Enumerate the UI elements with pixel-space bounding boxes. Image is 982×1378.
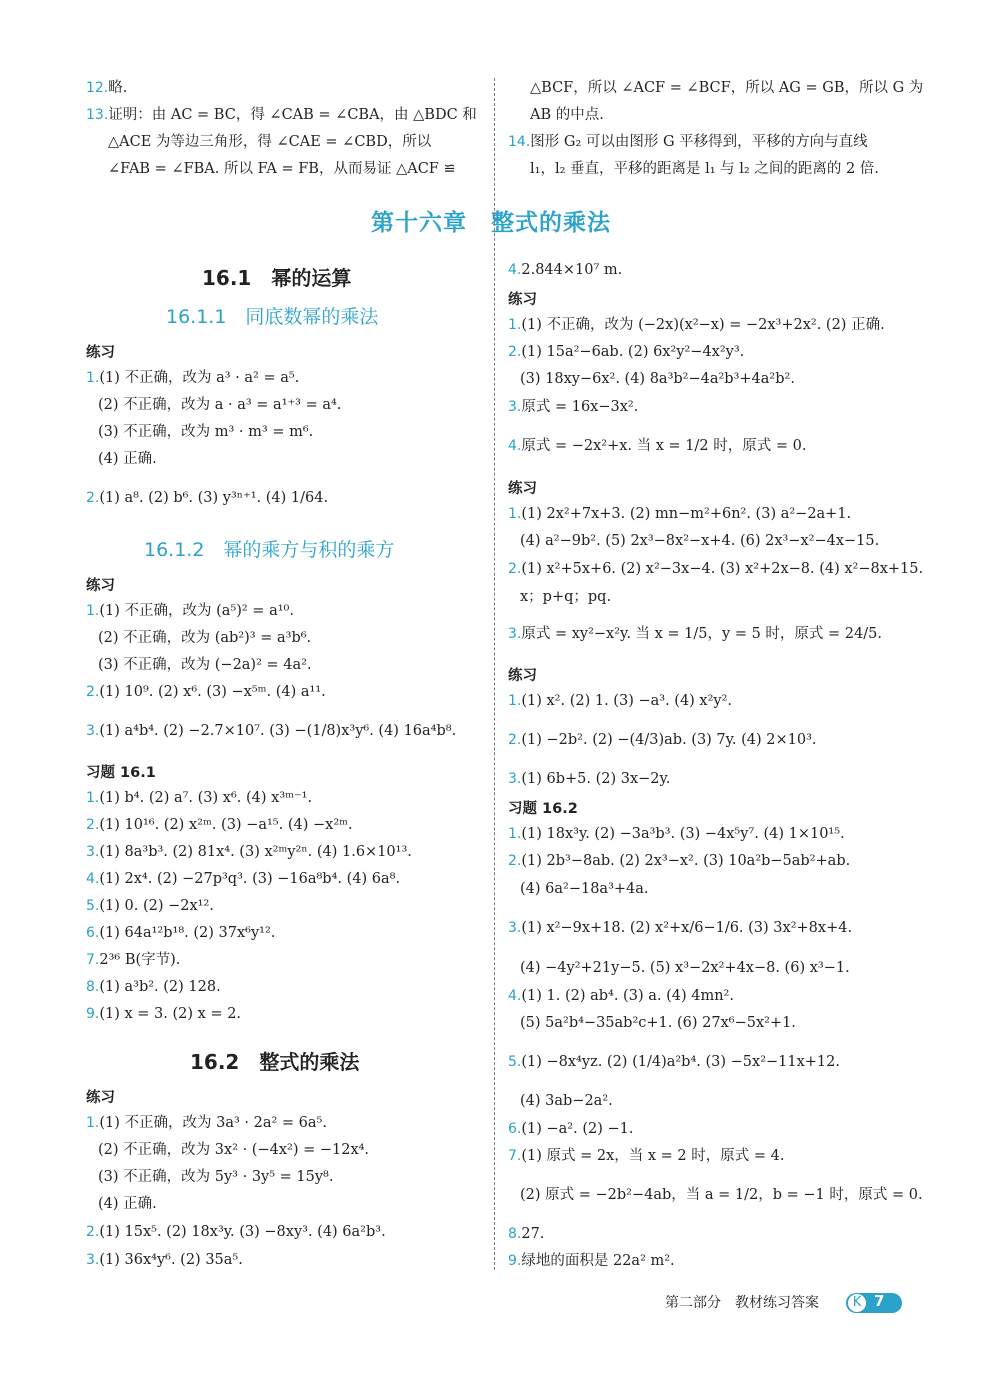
answer-line: (4) 3ab−2a². bbox=[520, 1093, 613, 1109]
answer-line: △BCF，所以 ∠ACF = ∠BCF，所以 AG = GB，所以 G 为 bbox=[530, 80, 924, 96]
exercise-label: 练习 bbox=[86, 1090, 115, 1106]
answer-line: (3) 不正确，改为 (−2a)² = 4a². bbox=[98, 657, 312, 673]
exercise-label: 练习 bbox=[508, 481, 537, 497]
answer-line: 4.(1) 2x⁴. (2) −27p³q³. (3) −16a⁸b⁴. (4) 6a⁸. bbox=[86, 871, 401, 887]
answer-line: 3.(1) a⁴b⁴. (2) −2.7×10⁷. (3) −(1/8)x³y⁶. (4) 16a⁴b⁸. bbox=[86, 723, 457, 739]
answer-line: (4) 正确. bbox=[98, 1196, 157, 1212]
answer-line: (4) a²−9b². (5) 2x³−8x²−x+4. (6) 2x³−x²−4x−15. bbox=[520, 533, 880, 549]
answer-line: 8.27. bbox=[508, 1226, 545, 1242]
answer-line: 1.(1) 不正确，改为 3a³ · 2a² = 6a⁵. bbox=[86, 1115, 327, 1131]
section-title-16-2: 16.2 整式的乘法 bbox=[190, 1050, 360, 1074]
answer-line: 2.(1) 2b³−8ab. (2) 2x³−x². (3) 10a²b−5ab²+ab. bbox=[508, 853, 851, 869]
subsection-title-16-1-2: 16.1.2 幂的乘方与积的乘方 bbox=[144, 539, 395, 561]
answer-line: (2) 不正确，改为 (ab²)³ = a³b⁶. bbox=[98, 630, 312, 646]
answer-line: 7.(1) 原式 = 2x，当 x = 2 时，原式 = 4. bbox=[508, 1148, 785, 1164]
answer-line: 3.(1) 8a³b³. (2) 81x⁴. (3) x²ᵐy²ⁿ. (4) 1.6×10¹³. bbox=[86, 844, 412, 860]
exercise-set-label: 习题 16.1 bbox=[86, 765, 156, 781]
answer-line: 1.(1) b⁴. (2) a⁷. (3) x⁶. (4) x³ᵐ⁻¹. bbox=[86, 790, 313, 806]
answer-line: 13.证明：由 AC = BC，得 ∠CAB = ∠CBA，由 △BDC 和 bbox=[86, 107, 477, 123]
answer-line: 8.(1) a³b². (2) 128. bbox=[86, 979, 221, 995]
answer-line: 3.(1) x²−9x+18. (2) x²+x/6−1/6. (3) 3x²+8x+4. bbox=[508, 920, 853, 936]
answer-line: AB 的中点. bbox=[530, 107, 604, 123]
footer-part-label: 第二部分 教材练习答案 bbox=[665, 1295, 819, 1311]
page-number: 7 bbox=[874, 1292, 885, 1310]
exercise-label: 练习 bbox=[86, 345, 115, 361]
answer-line: x；p+q；pq. bbox=[520, 589, 612, 605]
answer-line: 1.(1) 不正确，改为 (−2x)(x²−x) = −2x³+2x². (2) 正确. bbox=[508, 317, 885, 333]
answer-line: 2.(1) a⁸. (2) b⁶. (3) y³ⁿ⁺¹. (4) 1/64. bbox=[86, 490, 329, 506]
exercise-label: 练习 bbox=[508, 292, 537, 308]
section-title-16-1: 16.1 幂的运算 bbox=[202, 266, 352, 290]
answer-line: (2) 原式 = −2b²−4ab，当 a = 1/2，b = −1 时，原式 = 0. bbox=[520, 1187, 923, 1203]
answer-line: l₁，l₂ 垂直，平移的距离是 l₁ 与 l₂ 之间的距离的 2 倍. bbox=[530, 161, 879, 177]
chapter-title: 第十六章 整式的乘法 bbox=[371, 210, 611, 236]
answer-line: 4.原式 = −2x²+x. 当 x = 1/2 时，原式 = 0. bbox=[508, 438, 807, 454]
answer-line: 1.(1) x². (2) 1. (3) −a³. (4) x²y². bbox=[508, 693, 733, 709]
answer-line: (4) −4y²+21y−5. (5) x³−2x²+4x−8. (6) x³−1. bbox=[520, 960, 850, 976]
answer-line: 1.(1) 不正确，改为 (a⁵)² = a¹⁰. bbox=[86, 603, 294, 619]
answer-line: (5) 5a²b⁴−35ab²c+1. (6) 27x⁶−5x²+1. bbox=[520, 1015, 796, 1031]
answer-line: 3.原式 = 16x−3x². bbox=[508, 399, 639, 415]
answer-line: 2.(1) 10¹⁶. (2) x²ᵐ. (3) −a¹⁵. (4) −x²ᵐ. bbox=[86, 817, 353, 833]
column-divider bbox=[494, 78, 495, 1270]
answer-line: 6.(1) 64a¹²b¹⁸. (2) 37x⁶y¹². bbox=[86, 925, 276, 941]
answer-line: 5.(1) −8x⁴yz. (2) (1/4)a²b⁴. (3) −5x²−11x+12. bbox=[508, 1054, 840, 1070]
answer-line: ∠FAB = ∠FBA. 所以 FA = FB，从而易证 △ACF ≌ bbox=[108, 161, 456, 177]
answer-line: 6.(1) −a². (2) −1. bbox=[508, 1121, 634, 1137]
answer-line: 2.(1) 15a²−6ab. (2) 6x²y²−4x²y³. bbox=[508, 344, 745, 360]
answer-line: (2) 不正确，改为 a · a³ = a¹⁺³ = a⁴. bbox=[98, 397, 342, 413]
answer-line: (4) 6a²−18a³+4a. bbox=[520, 881, 649, 897]
subsection-title-16-1-1: 16.1.1 同底数幂的乘法 bbox=[166, 306, 379, 328]
k-logo-icon: K bbox=[848, 1294, 866, 1312]
exercise-label: 练习 bbox=[508, 668, 537, 684]
answer-line: (3) 不正确，改为 5y³ · 3y⁵ = 15y⁸. bbox=[98, 1169, 334, 1185]
answer-line: 3.原式 = xy²−x²y. 当 x = 1/5，y = 5 时，原式 = 24/5. bbox=[508, 626, 882, 642]
answer-line: (4) 正确. bbox=[98, 451, 157, 467]
answer-line: 3.(1) 36x⁴y⁶. (2) 35a⁵. bbox=[86, 1252, 243, 1268]
answer-line: (3) 18xy−6x². (4) 8a³b²−4a²b³+4a²b². bbox=[520, 371, 795, 387]
answer-line: 1.(1) 18x³y. (2) −3a³b³. (3) −4x⁵y⁷. (4) 1×10¹⁵. bbox=[508, 826, 845, 842]
answer-line: 9.绿地的面积是 22a² m². bbox=[508, 1253, 675, 1269]
answer-line: 3.(1) 6b+5. (2) 3x−2y. bbox=[508, 771, 671, 787]
answer-line: 1.(1) 不正确，改为 a³ · a² = a⁵. bbox=[86, 370, 300, 386]
answer-line: △ACE 为等边三角形，得 ∠CAE = ∠CBD，所以 bbox=[108, 134, 432, 150]
answer-line: 14.图形 G₂ 可以由图形 G 平移得到，平移的方向与直线 bbox=[508, 134, 868, 150]
answer-line: 4.2.844×10⁷ m. bbox=[508, 262, 623, 278]
answer-line: 9.(1) x = 3. (2) x = 2. bbox=[86, 1006, 242, 1022]
answer-line: 5.(1) 0. (2) −2x¹². bbox=[86, 898, 214, 914]
answer-line: 4.(1) 1. (2) ab⁴. (3) a. (4) 4mn². bbox=[508, 988, 734, 1004]
exercise-set-label: 习题 16.2 bbox=[508, 801, 578, 817]
answer-line: 2.(1) 10⁹. (2) x⁶. (3) −x⁵ᵐ. (4) a¹¹. bbox=[86, 684, 326, 700]
answer-line: 7.2³⁶ B(字节). bbox=[86, 952, 181, 968]
answer-line: (2) 不正确，改为 3x² · (−4x²) = −12x⁴. bbox=[98, 1142, 370, 1158]
answer-line: 2.(1) 15x⁵. (2) 18x³y. (3) −8xy³. (4) 6a²b³. bbox=[86, 1224, 386, 1240]
answer-line: 1.(1) 2x²+7x+3. (2) mn−m²+6n². (3) a²−2a+1. bbox=[508, 506, 852, 522]
answer-line: (3) 不正确，改为 m³ · m³ = m⁶. bbox=[98, 424, 314, 440]
answer-line: 12.略. bbox=[86, 80, 128, 96]
answer-line: 2.(1) −2b². (2) −(4/3)ab. (3) 7y. (4) 2×10³. bbox=[508, 732, 817, 748]
answer-line: 2.(1) x²+5x+6. (2) x²−3x−4. (3) x²+2x−8. (4) x²−8x+15. bbox=[508, 561, 924, 577]
exercise-label: 练习 bbox=[86, 578, 115, 594]
